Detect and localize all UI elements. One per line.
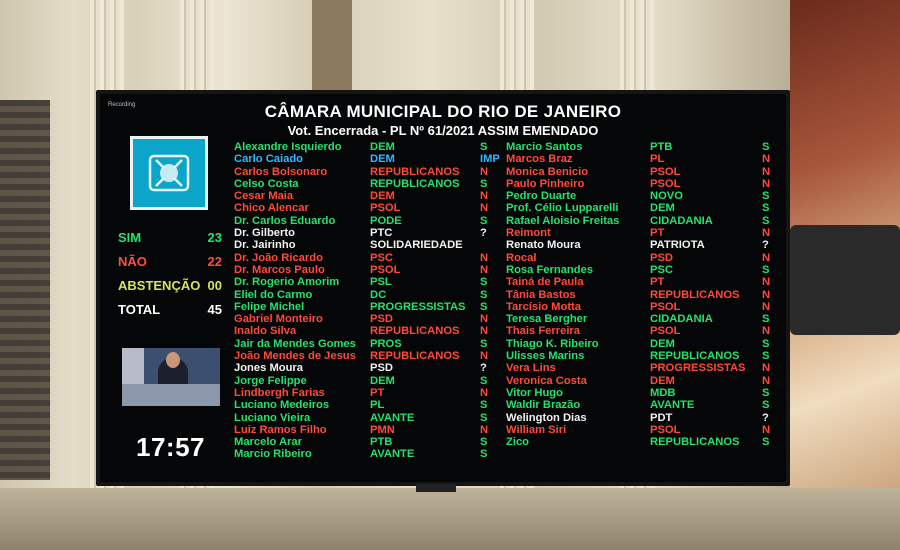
vote-value: N — [480, 423, 489, 436]
party-name: DC — [370, 288, 387, 301]
councillor-name: Marcio Ribeiro — [234, 448, 312, 461]
clock: 17:57 — [136, 432, 205, 462]
councillor-name: Tainá de Paula — [506, 276, 584, 289]
councillor-row — [234, 239, 502, 251]
party-name: PT — [650, 276, 665, 289]
party-name: PROS — [370, 337, 402, 350]
councillor-row — [234, 375, 502, 387]
councillor-name: Tarcísio Motta — [506, 300, 582, 313]
city-council-seal-icon — [130, 136, 208, 210]
party-name: PATRIOTA — [650, 239, 705, 252]
vote-value: S — [762, 141, 770, 153]
councillor-name: Eliel do Carmo — [234, 288, 313, 301]
councillor-name: Reimont — [506, 227, 551, 240]
councillor-row — [234, 313, 502, 325]
party-name: PSOL — [650, 423, 681, 436]
live-video-feed — [122, 348, 220, 406]
councillor-row — [234, 215, 502, 227]
councillor-row — [234, 227, 502, 239]
party-name: REPUBLICANOS — [650, 350, 740, 363]
councillor-row — [234, 399, 502, 411]
vote-value: N — [480, 190, 489, 203]
vote-value: N — [762, 423, 771, 436]
party-name: PSD — [650, 251, 674, 264]
councillor-row — [506, 424, 774, 436]
councillor-name: Veronica Costa — [506, 374, 587, 387]
party-name: CIDADANIA — [650, 214, 713, 227]
councillor-name: Teresa Bergher — [506, 313, 588, 326]
tally-total-label: TOTAL — [118, 302, 161, 317]
party-name: PSOL — [650, 325, 681, 338]
councillor-row — [234, 202, 502, 214]
councillor-name: Welington Dias — [506, 411, 587, 424]
vote-value: S — [762, 436, 770, 449]
councillor-name: Monica Benicio — [506, 165, 589, 178]
vote-value: S — [480, 214, 488, 227]
councillor-name: Jorge Felippe — [234, 374, 307, 387]
party-name: PTC — [370, 227, 393, 240]
councillor-row — [506, 350, 774, 362]
councillor-list-left — [234, 141, 502, 461]
councillor-name: Dr. Marcos Paulo — [234, 263, 325, 276]
vote-value: N — [762, 300, 771, 313]
councillor-name: William Siri — [506, 423, 567, 436]
party-name: PL — [650, 153, 665, 166]
vote-value: N — [762, 153, 771, 166]
councillor-row — [506, 375, 774, 387]
vote-value: N — [480, 313, 489, 326]
vote-value: S — [480, 288, 488, 301]
councillor-name: Gabriel Monteiro — [234, 313, 323, 326]
wooden-pillar — [312, 0, 352, 92]
party-name: PDT — [650, 411, 673, 424]
councillor-row — [234, 436, 502, 448]
vote-value: N — [762, 374, 771, 387]
party-name: DEM — [370, 190, 395, 203]
tally-nao-label: NÃO — [118, 254, 147, 269]
councillor-name: Dr. Rogerio Amorim — [234, 276, 340, 289]
vote-value: ? — [762, 411, 769, 424]
councillor-row — [506, 276, 774, 288]
councillor-row — [234, 141, 502, 153]
councillor-name: Tânia Bastos — [506, 288, 576, 301]
vote-value: S — [480, 177, 488, 190]
party-name: AVANTE — [650, 399, 695, 412]
councillor-name: Carlos Bolsonaro — [234, 165, 328, 178]
party-name: AVANTE — [370, 448, 415, 461]
party-name: REPUBLICANOS — [370, 350, 460, 363]
councillor-row — [234, 153, 502, 165]
councillor-name: Zico — [506, 436, 529, 449]
councillor-row — [234, 276, 502, 288]
councillor-name: João Mendes de Jesus — [234, 350, 356, 363]
vote-value: N — [762, 227, 771, 240]
voting-scoreboard-monitor — [96, 90, 790, 486]
councillor-name: Jair da Mendes Gomes — [234, 337, 356, 350]
councillor-name: Cesar Maia — [234, 190, 294, 203]
party-name: DEM — [650, 337, 675, 350]
vote-value: S — [762, 202, 770, 215]
councillor-name: Carlo Caiado — [234, 153, 304, 166]
councillor-row — [234, 301, 502, 313]
councillor-row — [506, 362, 774, 374]
councillor-row — [506, 412, 774, 424]
party-name: DEM — [370, 374, 395, 387]
councillor-name: Luciano Medeiros — [234, 399, 330, 412]
party-name: PT — [650, 227, 665, 240]
councillor-row — [506, 399, 774, 411]
councillor-row — [234, 412, 502, 424]
councillor-row — [234, 252, 502, 264]
councillor-row — [506, 301, 774, 313]
councillor-name: Vera Lins — [506, 362, 556, 375]
cast-label: Recording — [108, 102, 136, 108]
councillor-name: Rafael Aloisio Freitas — [506, 214, 620, 227]
tally-sim-label: SIM — [118, 230, 142, 245]
vote-value: S — [762, 337, 770, 350]
councillor-row — [506, 325, 774, 337]
vote-value: S — [480, 300, 488, 313]
party-name: DEM — [650, 202, 675, 215]
councillor-name: Luiz Ramos Filho — [234, 423, 327, 436]
councillor-row — [234, 362, 502, 374]
party-name: REPUBLICANOS — [370, 177, 460, 190]
councillor-row — [506, 141, 774, 153]
vote-value: S — [762, 263, 770, 276]
video-camera — [790, 225, 900, 335]
vote-value: N — [480, 165, 489, 178]
councillor-name: Inaldo Silva — [234, 325, 297, 338]
councillor-row — [234, 325, 502, 337]
councillor-name: Marcio Santos — [506, 141, 583, 153]
party-name: PSC — [650, 263, 674, 276]
councillor-row — [506, 252, 774, 264]
vote-value: S — [762, 386, 770, 399]
party-name: PSC — [370, 251, 394, 264]
councillor-name: Thais Ferreira — [506, 325, 580, 338]
party-name: PSOL — [650, 165, 681, 178]
vote-value: N — [762, 251, 771, 264]
vote-value: N — [762, 362, 771, 375]
tally-total-count: 45 — [207, 302, 222, 317]
vote-value: IMP — [480, 153, 500, 166]
councillor-row — [506, 313, 774, 325]
councillor-row — [506, 227, 774, 239]
vote-value: S — [480, 448, 488, 461]
vote-value: S — [762, 399, 770, 412]
councillor-name: Ulisses Marins — [506, 350, 585, 363]
councillor-row — [234, 166, 502, 178]
party-name: PSL — [370, 276, 392, 289]
councillor-name: Prof. Célio Lupparelli — [506, 202, 619, 215]
vote-value: N — [480, 386, 489, 399]
party-name: SOLIDARIEDADE — [370, 239, 463, 252]
vote-value: ? — [480, 227, 487, 240]
councillor-name: Marcos Braz — [506, 153, 573, 166]
party-name: PMN — [370, 423, 395, 436]
vote-value: N — [480, 202, 489, 215]
councillor-row — [234, 190, 502, 202]
councillor-row — [506, 190, 774, 202]
party-name: MDB — [650, 386, 676, 399]
vote-value: S — [762, 313, 770, 326]
tally-nao-count: 22 — [207, 254, 222, 269]
party-name: PTB — [650, 141, 673, 153]
councillor-name: Renato Moura — [506, 239, 581, 252]
councillor-name: Luciano Vieira — [234, 411, 311, 424]
vote-value: N — [762, 288, 771, 301]
councillor-name: Rosa Fernandes — [506, 263, 594, 276]
party-name: DEM — [650, 374, 675, 387]
vote-value: S — [480, 337, 488, 350]
vote-value: S — [762, 214, 770, 227]
seal-emblem-icon — [144, 150, 194, 196]
councillor-name: Dr. Jairinho — [234, 239, 296, 252]
vote-value: S — [480, 141, 488, 153]
councillor-row — [234, 424, 502, 436]
councillor-row — [234, 350, 502, 362]
party-name: PSD — [370, 313, 394, 326]
tally-sim-count: 23 — [207, 230, 222, 245]
vote-value: N — [480, 263, 489, 276]
councillor-row — [506, 215, 774, 227]
party-name: PSOL — [650, 300, 681, 313]
councillor-row — [506, 239, 774, 251]
scoreboard-title: CÂMARA MUNICIPAL DO RIO DE JANEIRO — [264, 102, 622, 121]
vote-value: S — [762, 350, 770, 363]
councillor-row — [506, 338, 774, 350]
party-name: REPUBLICANOS — [650, 288, 740, 301]
party-name: PROGRESSISTAS — [650, 362, 746, 375]
tally-abstencao-label: ABSTENÇÃO — [118, 278, 201, 293]
party-name: PL — [370, 399, 385, 412]
vote-value: N — [480, 350, 489, 363]
vote-value: ? — [480, 362, 487, 375]
councillor-row — [506, 166, 774, 178]
councillor-row — [506, 202, 774, 214]
councillor-name: Alexandre Isquierdo — [234, 141, 342, 153]
councillor-name: Thiago K. Ribeiro — [506, 337, 599, 350]
party-name: AVANTE — [370, 411, 415, 424]
councillor-name: Dr. Carlos Eduardo — [234, 214, 336, 227]
party-name: REPUBLICANOS — [370, 165, 460, 178]
scoreboard-subtitle: Vot. Encerrada - PL Nº 61/2021 ASSIM EMENDADO — [287, 123, 599, 138]
ledge — [0, 488, 900, 550]
councillor-name: Rocal — [506, 251, 537, 264]
party-name: CIDADANIA — [650, 313, 713, 326]
vote-value: N — [762, 325, 771, 338]
vote-value: S — [480, 374, 488, 387]
party-name: PODE — [370, 214, 402, 227]
councillor-list-right — [506, 141, 774, 448]
councillor-name: Lindbergh Farias — [234, 386, 325, 399]
monitor-stand — [416, 484, 456, 492]
party-name: PSOL — [370, 263, 401, 276]
councillor-name: Felipe Michel — [234, 300, 305, 313]
councillor-row — [234, 338, 502, 350]
councillor-row — [506, 289, 774, 301]
vote-value: N — [480, 251, 489, 264]
councillor-name: Celso Costa — [234, 177, 299, 190]
vote-value: ? — [762, 239, 769, 252]
vote-value: N — [762, 276, 771, 289]
party-name: PROGRESSISTAS — [370, 300, 466, 313]
party-name: DEM — [370, 141, 395, 153]
vote-value: S — [480, 436, 488, 449]
councillor-row — [506, 178, 774, 190]
councillor-row — [234, 448, 502, 460]
party-name: PSOL — [370, 202, 401, 215]
councillor-row — [234, 387, 502, 399]
balcony-railing — [0, 100, 50, 480]
councillor-row — [506, 153, 774, 165]
vote-value: S — [480, 276, 488, 289]
party-name: REPUBLICANOS — [650, 436, 740, 449]
councillor-name: Vitor Hugo — [506, 386, 563, 399]
councillor-row — [506, 436, 774, 448]
councillor-row — [234, 264, 502, 276]
vote-value: S — [480, 411, 488, 424]
vote-value: N — [480, 325, 489, 338]
councillor-name: Pedro Duarte — [506, 190, 577, 203]
vote-value: S — [480, 399, 488, 412]
party-name: PT — [370, 386, 385, 399]
tally-abstencao-count: 00 — [207, 278, 222, 293]
vote-value: S — [762, 190, 770, 203]
party-name: PSD — [370, 362, 394, 375]
vote-value: N — [762, 165, 771, 178]
party-name: PTB — [370, 436, 393, 449]
party-name: REPUBLICANOS — [370, 325, 460, 338]
councillor-name: Chico Alencar — [234, 202, 309, 215]
councillor-row — [234, 289, 502, 301]
councillor-name: Dr. Gilberto — [234, 227, 295, 240]
party-name: DEM — [370, 153, 395, 166]
councillor-row — [506, 264, 774, 276]
councillor-name: Waldir Brazão — [506, 399, 581, 412]
councillor-name: Dr. João Ricardo — [234, 251, 323, 264]
vote-value: N — [762, 177, 771, 190]
councillor-name: Jones Moura — [234, 362, 304, 375]
councillor-row — [234, 178, 502, 190]
councillor-row — [506, 387, 774, 399]
councillor-name: Paulo Pinheiro — [506, 177, 585, 190]
councillor-name: Marcelo Arar — [234, 436, 302, 449]
party-name: NOVO — [650, 190, 683, 203]
party-name: PSOL — [650, 177, 681, 190]
